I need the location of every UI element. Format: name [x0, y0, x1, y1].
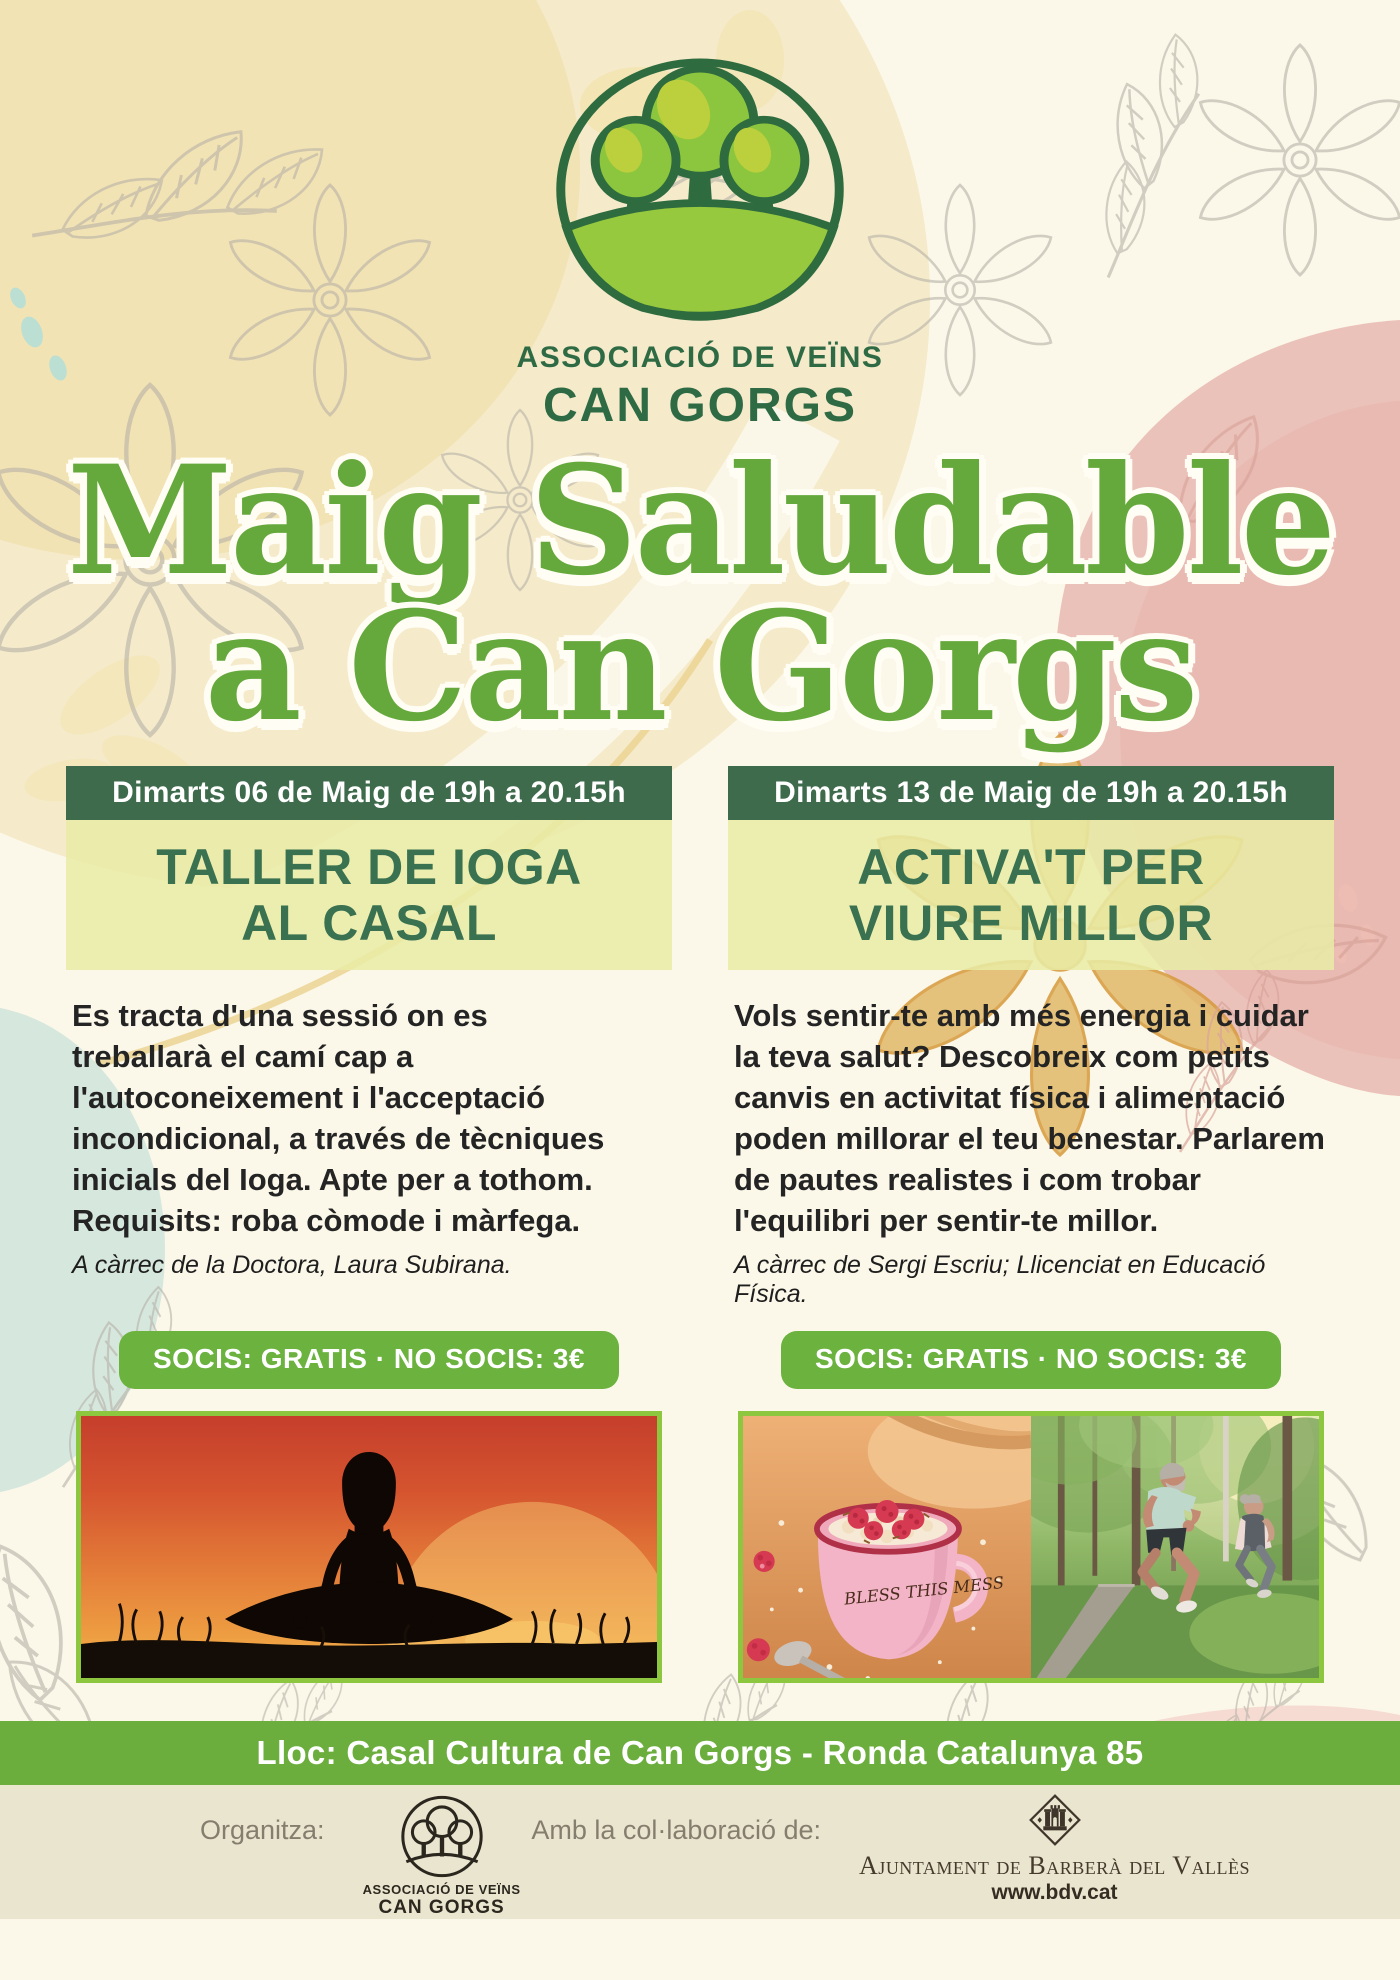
event-title-line1: TALLER DE IOGA — [156, 839, 582, 895]
event-title-panel — [66, 820, 672, 970]
organizer-logo-line2: CAN GORGS — [378, 1897, 505, 1919]
price-badge-row — [66, 1309, 672, 1389]
price-badge-row — [728, 1309, 1334, 1389]
poster-title — [0, 433, 1400, 755]
event-title-panel — [728, 820, 1334, 970]
poster-header — [0, 0, 1400, 433]
collaboration-url: www.bdv.cat — [991, 1881, 1118, 1905]
poster-footer — [0, 1785, 1400, 1919]
barbera-castle-emblem-icon — [1028, 1793, 1082, 1847]
price-badge: SOCIS: GRATIS · NO SOCIS: 3€ — [119, 1331, 619, 1389]
event-facilitator: A càrrec de la Doctora, Laura Subirana. — [72, 1251, 512, 1280]
title-line1: Maig Saludable — [66, 433, 1334, 609]
yoga-photo — [76, 1411, 662, 1683]
event-title-line1: ACTIVA'T PER — [857, 839, 1205, 895]
org-name-line1: ASSOCIACIÓ DE VEÏNS — [516, 341, 884, 374]
event-title-line2: VIURE MILLOR — [848, 895, 1214, 951]
event-date-banner: Dimarts 06 de Maig de 19h a 20.15h — [66, 766, 672, 820]
event-card-yoga — [66, 766, 672, 1683]
collaboration-name: Ajuntament de Barberà del Vallès — [859, 1851, 1250, 1881]
trees-outline-logo-icon — [398, 1793, 486, 1880]
events-section — [66, 766, 1334, 1683]
organizer-group — [200, 1793, 521, 1919]
jogging-photo — [1031, 1416, 1319, 1678]
collaboration-label: Amb la col·laboració de: — [531, 1815, 822, 1846]
event-description: Es tracta d'una sessió on es treballarà el camí cap a l'autoconeixement i l'acceptació incondicional, a través de tècniques inicials del Ioga. Apte per a tothom. Requisits: roba còmode i màrfega. — [72, 998, 605, 1238]
title-line2: a Can Gorgs — [204, 578, 1196, 755]
mug-text: BLESS THIS MESS — [843, 1573, 1005, 1610]
healthy-living-photos — [738, 1411, 1324, 1683]
event-facilitator: A càrrec de Sergi Escriu; Llicenciat en Educació Física. — [734, 1251, 1266, 1309]
collaboration-logo-block — [859, 1793, 1250, 1919]
event-title-line2: AL CASAL — [241, 895, 497, 951]
organizer-label: Organitza: — [200, 1815, 325, 1846]
event-description: Vols sentir-te amb més energia i cuidar la teva salut? Descobreix com petits canvis en activitat física i alimentació poden millorar el teu benestar. Parlarem de pautes realistes i com trobar l'equilibri per sentir-te millor. — [734, 998, 1325, 1238]
org-name-line2: CAN GORGS — [542, 379, 857, 432]
event-date-banner: Dimarts 13 de Maig de 19h a 20.15h — [728, 766, 1334, 820]
porridge-photo — [743, 1416, 1031, 1678]
location-banner: Lloc: Casal Cultura de Can Gorgs - Ronda Catalunya 85 — [0, 1721, 1400, 1785]
trees-logo-icon — [550, 56, 850, 324]
organizer-logo-line1: ASSOCIACIÓ DE VEÏNS — [362, 1882, 521, 1898]
collaboration-group — [531, 1793, 1250, 1919]
event-card-activat — [728, 766, 1334, 1683]
organizer-logo-block — [363, 1793, 521, 1919]
price-badge: SOCIS: GRATIS · NO SOCIS: 3€ — [781, 1331, 1281, 1389]
